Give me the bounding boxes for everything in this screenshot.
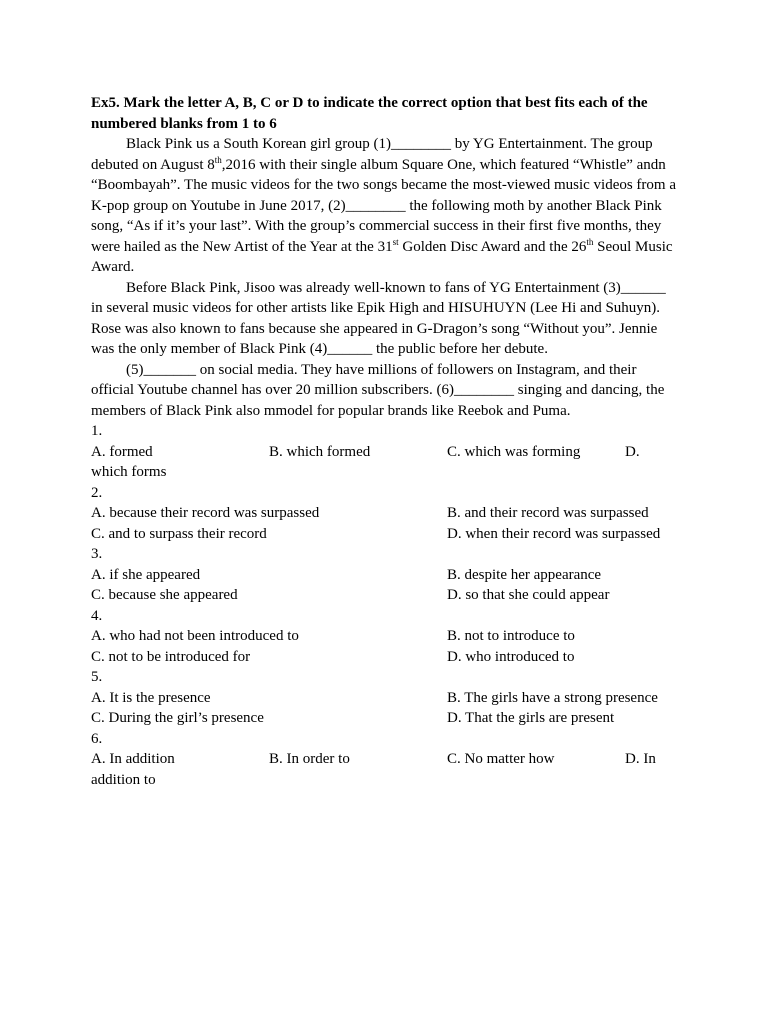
option-a[interactable]: A. It is the presence bbox=[91, 689, 211, 706]
option-c[interactable]: C. not to be introduced for bbox=[91, 648, 251, 665]
exercise-heading: Ex5. Mark the letter A, B, C or D to indicate the correct option that best fits each of the numbered blanks from 1 to 6 bbox=[91, 95, 648, 132]
passage-text: Golden Disc Award and the 26 bbox=[398, 238, 587, 255]
option-c[interactable]: C. No matter how bbox=[447, 751, 555, 767]
question-options-row bbox=[91, 442, 681, 463]
question-options-row bbox=[91, 626, 681, 647]
passage-text: Seoul Music Award. bbox=[91, 238, 673, 275]
option-d[interactable]: D. In bbox=[625, 751, 656, 767]
option-b[interactable]: B. In order to bbox=[269, 751, 350, 767]
option-c[interactable]: C. because she appeared bbox=[91, 587, 238, 603]
question-number: 6. bbox=[91, 730, 103, 747]
question-options-row bbox=[91, 524, 681, 545]
option-c[interactable]: C. and to surpass their record bbox=[91, 525, 267, 542]
option-b[interactable]: B. The girls have a strong presence bbox=[447, 689, 658, 706]
option-b[interactable]: B. and their record was surpassed bbox=[447, 505, 649, 521]
option-c[interactable]: C. which was forming bbox=[447, 443, 581, 460]
option-b[interactable]: B. which formed bbox=[269, 443, 371, 460]
question-options-row bbox=[91, 688, 681, 709]
option-a[interactable]: A. if she appeared bbox=[91, 566, 201, 583]
question-options-row bbox=[91, 503, 681, 524]
option-d[interactable]: D. who introduced to bbox=[447, 648, 575, 665]
option-d[interactable]: D. when their record was surpassed bbox=[447, 525, 661, 542]
option-d[interactable]: D. bbox=[625, 443, 640, 460]
question-options-row bbox=[91, 565, 681, 586]
question-options-row bbox=[91, 647, 681, 668]
option-d[interactable]: D. That the girls are present bbox=[447, 710, 615, 726]
passage-text: ,2016 with their single album Square One, which featured “Whistle” andn “Boombayah”. The music videos for the two songs became the most-viewed music videos from a K-pop group on Youtube in June 2017, (2)________ the following moth by another Black Pink song, “As if it’s your last”. With the group’s commercial success in their first five months, they were hailed as the New Artist of the Year at the 31 bbox=[91, 156, 676, 255]
question-options-row bbox=[91, 708, 681, 729]
option-b[interactable]: B. despite her appearance bbox=[447, 566, 602, 583]
option-d-continuation: addition to bbox=[91, 771, 156, 788]
question-number: 3. bbox=[91, 546, 103, 562]
ordinal-suffix: th bbox=[586, 236, 594, 247]
exercise-content bbox=[91, 93, 681, 790]
option-a[interactable]: A. who had not been introduced to bbox=[91, 628, 299, 644]
passage-paragraph-3: (5)_______ on social media. They have millions of followers on Instagram, and their official Youtube channel has over 20 million subscribers. (6)________ singing and dancing, the members of Black Pink also mmodel for popular brands like Reebok and Puma. bbox=[91, 361, 665, 419]
question-number: 2. bbox=[91, 484, 103, 501]
option-a[interactable]: A. formed bbox=[91, 443, 153, 460]
option-d-continuation: which forms bbox=[91, 464, 167, 480]
question-options-row bbox=[91, 585, 681, 606]
option-c[interactable]: C. During the girl’s presence bbox=[91, 710, 264, 726]
option-d[interactable]: D. so that she could appear bbox=[447, 587, 610, 603]
question-number: 1. bbox=[91, 423, 103, 439]
option-a[interactable]: A. In addition bbox=[91, 751, 175, 767]
ordinal-suffix: th bbox=[214, 154, 222, 165]
passage-paragraph-2: Before Black Pink, Jisoo was already well-known to fans of YG Entertainment (3)______ in several music videos for other artists like Epik High and HISUHUYN (Lee Hi and Suhuyn). Rose was also known to fans because she appeared in G-Dragon’s song “Without you”. Jennie was the only member of Black Pink (4)______ the public before her debute. bbox=[91, 279, 666, 357]
option-a[interactable]: A. because their record was surpassed bbox=[91, 505, 320, 521]
question-number: 4. bbox=[91, 607, 103, 624]
ordinal-suffix: st bbox=[392, 236, 399, 247]
option-b[interactable]: B. not to introduce to bbox=[447, 628, 575, 644]
passage-paragraph-1 bbox=[91, 134, 681, 278]
passage-text: Black Pink us a South Korean girl group (1)________ by YG Entertainment. The group debuted on August 8 bbox=[91, 136, 653, 173]
question-number: 5. bbox=[91, 669, 103, 685]
question-options-row bbox=[91, 749, 681, 770]
